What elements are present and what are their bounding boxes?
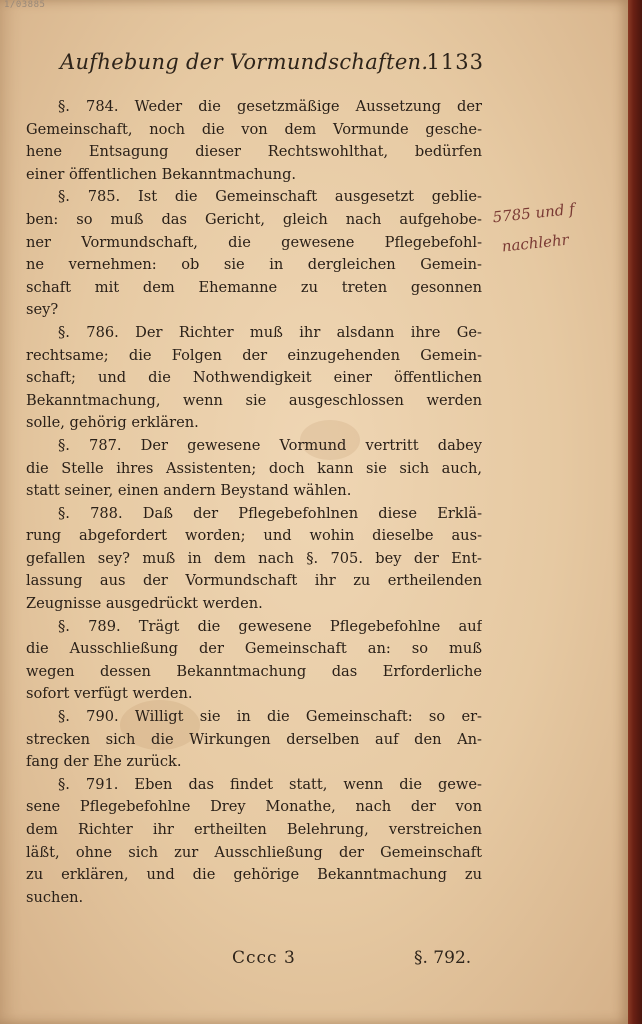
text-line: schaft mit dem Ehemanne zu treten gesonnen bbox=[26, 278, 482, 296]
text-line: hene Entsagung dieser Rechtswohlthat, bedürfen bbox=[26, 143, 482, 161]
text-line: Gemeinschaft, noch die von dem Vormunde gesche- bbox=[26, 120, 482, 138]
text-line: die Stelle ihres Assistenten; doch kann sie sich auch, bbox=[26, 459, 482, 477]
text-line: ne vernehmen: ob sie in dergleichen Gemein- bbox=[26, 256, 482, 274]
catchword: §. 792. bbox=[414, 948, 472, 968]
text-line: §. 790. Willigt sie in die Gemeinschaft: so er- bbox=[58, 708, 482, 726]
text-line: §. 784. Weder die gesetzmäßige Aussetzung der bbox=[58, 98, 482, 115]
text-line: rechtsame; die Folgen der einzugehenden Gemein- bbox=[26, 346, 482, 364]
section-paragraph bbox=[26, 435, 482, 503]
margin-note-line: 5785 und f bbox=[491, 199, 576, 227]
text-line: sey? bbox=[26, 301, 59, 319]
book-spine bbox=[628, 0, 642, 1024]
text-line: schaft; und die Nothwendigkeit einer öffentlichen bbox=[26, 369, 482, 387]
page-number: 1133 bbox=[426, 50, 484, 74]
running-title: Aufhebung der Vormundschaften. bbox=[60, 50, 429, 74]
handwritten-margin-note bbox=[491, 190, 617, 262]
text-line: ner Vormundschaft, die gewesene Pflegebefohl- bbox=[26, 233, 482, 251]
page-footer bbox=[0, 948, 628, 978]
body-text bbox=[26, 96, 482, 909]
text-line: §. 788. Daß der Pflegebefohlnen diese Erklä- bbox=[58, 504, 482, 522]
text-line: läßt, ohne sich zur Ausschließung der Gemeinschaft bbox=[26, 843, 482, 861]
section-paragraph bbox=[26, 186, 482, 322]
text-line: §. 785. Ist die Gemeinschaft ausgesetzt geblie- bbox=[58, 188, 482, 206]
text-line: §. 786. Der Richter muß ihr alsdann ihre Ge- bbox=[58, 323, 482, 341]
section-paragraph bbox=[26, 774, 482, 910]
text-line: ben: so muß das Gericht, gleich nach aufgehobe- bbox=[26, 210, 482, 228]
text-line: gefallen sey? muß in dem nach §. 705. bey der Ent- bbox=[26, 549, 482, 567]
text-line: wegen dessen Bekanntmachung das Erforderliche bbox=[26, 662, 482, 680]
text-line: Zeugnisse ausgedrückt werden. bbox=[26, 595, 263, 613]
page-header bbox=[60, 46, 484, 86]
section-paragraph bbox=[26, 96, 482, 186]
section-paragraph bbox=[26, 706, 482, 774]
signature-mark: Cccc 3 bbox=[232, 948, 296, 968]
section-paragraph bbox=[26, 503, 482, 616]
text-line: strecken sich die Wirkungen derselben auf den An- bbox=[26, 730, 482, 748]
text-line: zu erklären, und die gehörige Bekanntmachung zu bbox=[26, 866, 482, 884]
margin-note-line: nachlehr bbox=[500, 230, 570, 256]
text-line: sofort verfügt werden. bbox=[26, 685, 193, 703]
text-line: sene Pflegebefohlne Drey Monathe, nach der von bbox=[26, 798, 482, 816]
text-line: rung abgefordert worden; und wohin dieselbe aus- bbox=[26, 527, 482, 545]
text-line: lassung aus der Vormundschaft ihr zu ertheilenden bbox=[26, 572, 482, 590]
section-paragraph bbox=[26, 616, 482, 706]
text-line: einer öffentlichen Bekanntmachung. bbox=[26, 165, 297, 183]
section-paragraph bbox=[26, 322, 482, 435]
text-line: solle, gehörig erklären. bbox=[26, 414, 199, 432]
text-line: dem Richter ihr ertheilten Belehrung, verstreichen bbox=[26, 821, 482, 838]
corner-stamp: 1/03885 bbox=[4, 0, 46, 10]
text-line: suchen. bbox=[26, 888, 84, 906]
text-line: statt seiner, einen andern Beystand wählen. bbox=[26, 482, 352, 500]
text-line: §. 787. Der gewesene Vormund vertritt dabey bbox=[58, 436, 482, 454]
text-line: fang der Ehe zurück. bbox=[26, 753, 182, 771]
text-line: §. 789. Trägt die gewesene Pflegebefohlne auf bbox=[58, 617, 482, 635]
text-line: die Ausschließung der Gemeinschaft an: so muß bbox=[26, 640, 482, 658]
text-line: Bekanntmachung, wenn sie ausgeschlossen werden bbox=[26, 391, 482, 409]
text-line: §. 791. Eben das findet statt, wenn die gewe- bbox=[58, 775, 482, 793]
